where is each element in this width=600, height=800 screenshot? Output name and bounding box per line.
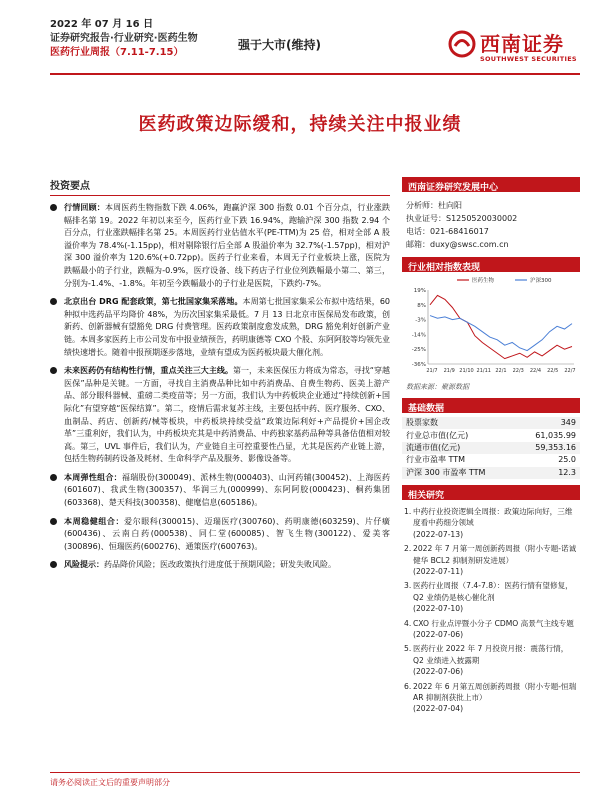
bullet-icon [50,474,57,481]
paragraph-lead: 北京出台 DRG 配套政策，第七批国家集采落地。 [64,297,243,307]
list-item[interactable] [404,506,578,540]
report-type: 医药行业周报（7.11-7.15） [50,47,184,58]
list-item[interactable] [404,618,578,641]
footer-disclaimer: 请务必阅读正文后的重要声明部分 [50,778,170,787]
bullet-icon [50,561,57,568]
x-tick-label: 22/7 [564,368,576,374]
item-title: 医药行业周报（7.4-7.8）：医药行情有望修复，Q2 业绩仍是核心催化剂 [413,581,573,602]
paragraph-lead: 风险提示： [64,560,104,570]
item-title: CXO 行业点评暨小分子 CDMO 高景气主线专题 [413,618,574,628]
x-tick-label: 21/7 [426,368,438,374]
paragraph-lead: 本周弹性组合： [64,472,122,482]
row-value: 12.3 [516,467,580,479]
row-value: 25.0 [558,455,576,465]
paragraph-lead: 本周稳健组合： [64,516,125,526]
basic-data-table [402,417,580,479]
item-title: 医药行业 2022 年 7 月投资月报：震荡行情，Q2 业绩进入披露期 [413,644,569,665]
chart-canvas [402,272,580,380]
row-label: 沪深 300 市盈率 TTM [402,467,516,479]
table-row [402,454,580,466]
item-number: 1. [404,506,412,516]
chart-box-title: 行业相对指数表现 [402,257,580,272]
item-number: 6. [404,681,412,691]
chart-source: 数据来源：聚源数据 [406,383,469,391]
table-row [402,429,580,441]
item-title: 2022 年 6 月第五周创新药周报（附小专题-恒瑞 AR 抑制剂获批上市） [413,681,577,702]
header-divider [50,73,580,75]
highlight-paragraph [50,516,390,554]
row-label: 行业总市值(亿元) [406,430,469,440]
bullet-icon [50,298,57,305]
related-research-title: 相关研究 [402,485,580,500]
paragraph-text: 福瑞股份(300049)、派林生物(000403)、山河药辅(300452)、上海医药(601607)、我武生物(300357)、华润三九(000999)、东阿阿胶(000423)、桐药集团(603368)、楚天科技(300358)、健麾信息(605186)。 [64,472,391,508]
bullet-icon [50,367,57,374]
footer-divider [50,772,580,773]
highlight-paragraph [50,296,390,359]
highlight-paragraph [50,559,390,572]
sidebar [402,177,580,718]
item-number: 2. [404,544,412,554]
relative-index-chart [402,272,580,380]
analyst-box-title: 西南证券研究发展中心 [402,177,580,192]
paragraph-text: 本周第七批国家集采公布拟中选结果，60 种拟中选药品平均降价 48%，为历次国家集采最低。7 月 13 日北京市医保局发布政策，创新药、创新器械有望豁免 DRG 付费管理。医药政策制度愈发成熟，DRG 豁免利好创新产业链。本周多家医药上市公司发布中报业绩预告，药明康德等 CXO 个股、东阿阿胶等均领先业绩快速增长。随着中报预期逐步落地，业绩有望成为医药板块最大催化剂。 [64,297,390,357]
table-row [402,442,580,454]
row-value: 349 [516,417,580,429]
item-date: (2022-07-10) [413,604,464,614]
row-value: 61,035.99 [535,430,576,440]
analyst-license: 执业证号：S1250520030002 [406,214,518,223]
header-meta [50,18,198,60]
analyst-name: 分析师：杜向阳 [406,201,462,210]
paragraph-text: 本周医药生物指数下跌 4.06%，跑赢沪深 300 指数 0.01 个百分点，行业涨跌幅排名第 19。2022 年初以来至今，医药行业下跌 16.94%，跑输沪深 300 指数 2.94 个百分点，行业涨跌幅排名第 25。本周医药行业估值水平(PE-TTM)为 25 倍，相对全部 A 股溢价率为 78.4%(-1.15pp)，相对剔除银行后全部 A 股溢价率为 32.7%(-1.57pp)，相对沪深 300 溢价率为 120.6%(+0.72pp)。医药子行业来看，本周无子行业板块上涨，医院为跌幅最小的子行业，跌幅为-0.9%，医疗设备、线下药店子行业位列跌幅最小第二、第三，分别为-1.4%、-1.8%。年初至今跌幅最小的子行业是医院，下跌约-7%。 [64,203,391,288]
report-date: 2022 年 07 月 16 日 [50,19,154,30]
investment-highlights [50,177,390,578]
item-date: (2022-07-04) [413,704,464,714]
highlight-paragraph [50,365,390,466]
y-tick-label: 8% [417,302,426,309]
paragraph-lead: 行情回顾： [64,203,105,212]
x-tick-label: 22/5 [547,368,559,374]
item-title: 中药行业投资逻辑全周报：政策边际向好，三维度看中药细分领域 [413,506,573,528]
section-title: 投资要点 [50,177,390,196]
x-tick-label: 22/4 [529,368,542,374]
legend-label: 沪深300 [530,278,552,284]
y-tick-label: -25% [411,347,426,354]
x-tick-label: 22/1 [495,368,507,374]
list-item[interactable] [404,643,578,677]
table-row [402,417,580,429]
item-date: (2022-07-06) [413,629,464,639]
analyst-email[interactable]: 邮箱：duxy@swsc.com.cn [406,240,509,249]
related-research-list [402,500,580,715]
industry-rating: 强于大市(维持) [238,38,321,52]
x-tick-label: 21/11 [476,368,491,374]
row-label: 流通市值(亿元) [402,442,516,454]
series-line [430,316,572,351]
logo-mark-icon [448,30,476,58]
list-item[interactable] [404,580,578,614]
table-row [402,467,580,479]
series-line [430,295,572,358]
item-date: (2022-07-13) [413,529,464,539]
item-title: 2022 年 7 月第一周创新药周报（附小专题-诺诚健华 BCL2 抑制剂研发进展） [413,544,577,565]
legend-label: 医药生物 [472,278,495,284]
y-tick-label: 19% [413,288,426,294]
list-item[interactable] [404,543,578,577]
y-tick-label: -14% [411,332,426,339]
x-tick-label: 21/10 [459,368,474,374]
x-tick-label: 21/9 [443,368,455,374]
item-number: 5. [404,644,412,654]
analyst-phone: 电话：021-68416017 [406,227,489,236]
company-logo [448,26,578,68]
paragraph-text: 爱尔眼科(300015)、迈瑞医疗(300760)、药明康德(603259)、片仔癀(600436)、云南白药(000538)、同仁堂(600085)、智飞生物(300122)、爱美客(300896)、恒瑞医药(600276)、通策医疗(600763)。 [64,516,391,551]
logo-chinese-name: 西南证券 [480,32,564,56]
x-tick-label: 22/3 [512,368,524,374]
paragraph-lead: 未来医药仍有结构性行情，重点关注三大主线。 [64,366,233,376]
row-label: 行业市盈率 TTM [406,455,466,465]
item-date: (2022-07-06) [413,667,464,677]
basic-data-title: 基础数据 [402,398,580,413]
bullet-icon [50,518,57,525]
item-date: (2022-07-11) [413,566,464,576]
paragraph-text: 药品降价风险；医改政策执行进度低于预期风险；研发失败风险。 [104,560,336,570]
paragraph-text: 第一，未来医保压力将成为常态，寻找“穿越医保”品种是关键。一方面，寻找自主消费品种比如中药消费品、自费生物药、医美上游产品、部分眼科器械、重磅二类疫苗等；另一方面，我们认为中药板块企业通过“持续创新+国际化”有望穿越“医保结算”。第二，疫情后需求复苏主线，主要包括中药、医疗服务、CXO、血制品、药店、创新药/械等板块，中药板块持续受益“政策边际利好+产品提价+国企改革”三重利好，我们认为，中药板块充其是中药消费品、中药独家基药品种等具备估值相对较高。第三，UVL 事件后，我们认为，产业链自主可控重要性凸显，尤其是医药产业链上游，包括生物药制药设备及耗材、生命科学产品及服务、影像设备等。 [64,366,390,464]
report-title: 医药政策边际缓和，持续关注中报业绩 [138,114,462,135]
report-category: 证券研究报告·行业研究·医药生物 [50,33,198,44]
row-value: 59,353.16 [516,442,580,454]
highlight-paragraph [50,202,390,290]
logo-english-name: SOUTHWEST SECURITIES [480,55,577,63]
item-number: 3. [404,581,412,591]
highlight-paragraph [50,472,390,510]
list-item[interactable] [404,681,578,715]
row-label: 股票家数 [402,417,516,429]
analyst-info [402,192,580,257]
y-tick-label: -36% [411,362,426,368]
bullet-icon [50,204,57,211]
item-number: 4. [404,618,412,628]
y-tick-label: -3% [415,317,426,324]
